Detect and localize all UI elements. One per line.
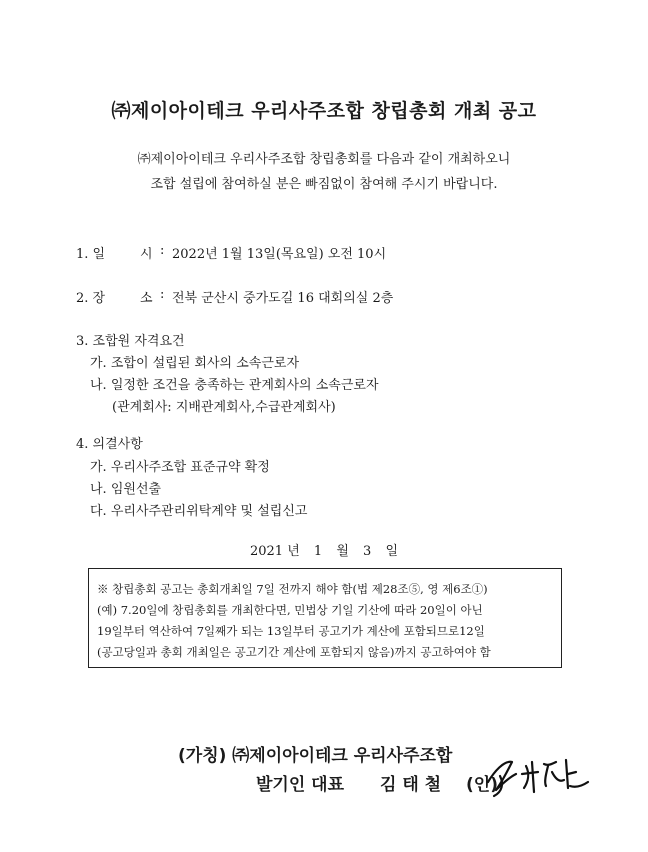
issue-day-unit: 일 <box>385 544 399 559</box>
signature-role: 발기인 대표 <box>256 775 345 795</box>
intro-line-2: 조합 설립에 참여하실 분은 빠짐없이 참여해 주시기 바랍니다. <box>150 177 498 192</box>
qualification-heading: 3. 조합원 자격요건 <box>76 334 185 349</box>
qualification-line-1: 가. 조합이 설립된 회사의 소속근로자 <box>90 356 300 371</box>
issue-date <box>0 540 648 559</box>
item-date-label: 시 <box>140 247 153 262</box>
item-place-number: 2. 장 <box>76 291 106 306</box>
notice-line-4: (공고당일과 총회 개최일은 공고기간 계산에 포함되지 않음)까지 공고하여야 함 <box>97 645 491 659</box>
item-date-number: 1. 일 <box>76 247 106 262</box>
notice-line-3: 19일부터 역산하여 7일째가 되는 13일부터 공고기가 계산에 포함되므로12일 <box>97 624 485 638</box>
agenda-line-3: 다. 우리사주관리위탁계약 및 설립신고 <box>90 504 308 519</box>
signature-seal: (인) <box>466 775 498 795</box>
notice-line-1: ※ 창립총회 공고는 총회개최일 7일 전까지 해야 함(법 제28조⑤, 영 제6조①) <box>97 582 488 596</box>
issue-year: 2021 년 <box>249 544 300 559</box>
item-place-sep: : <box>160 287 165 302</box>
notice-box <box>88 568 562 668</box>
notice-line-2: (예) 7.20일에 창립총회를 개최한다면, 민법상 기일 기산에 따라 20일이 아닌 <box>97 603 483 617</box>
item-place-label: 소 <box>140 291 153 306</box>
signature-org: (가칭) ㈜제이아이테크 우리사주조합 <box>178 746 453 766</box>
qualification-line-3: (관계회사: 지배관계회사,수급관계회사) <box>112 400 336 415</box>
issue-month: 1 <box>313 544 323 559</box>
signature-name: 김 태 철 <box>380 775 442 795</box>
item-date-sep: : <box>160 243 165 258</box>
issue-month-unit: 월 <box>336 544 349 559</box>
agenda-line-1: 가. 우리사주조합 표준규약 확정 <box>90 460 270 475</box>
item-place-value: 전북 군산시 중가도길 16 대회의실 2층 <box>172 291 394 306</box>
qualification-line-2: 나. 일정한 조건을 충족하는 관계회사의 소속근로자 <box>90 378 379 393</box>
item-date-value: 2022년 1월 13일(목요일) 오전 10시 <box>172 247 387 262</box>
page-title: ㈜제이아이테크 우리사주조합 창립총회 개최 공고 <box>111 100 537 122</box>
intro-line-1: ㈜제이아이테크 우리사주조합 창립총회를 다음과 같이 개최하오니 <box>137 152 511 167</box>
agenda-line-2: 나. 임원선출 <box>90 482 162 497</box>
issue-day: 3 <box>363 544 372 559</box>
handwritten-signature <box>482 752 592 800</box>
agenda-heading: 4. 의결사항 <box>76 437 143 452</box>
